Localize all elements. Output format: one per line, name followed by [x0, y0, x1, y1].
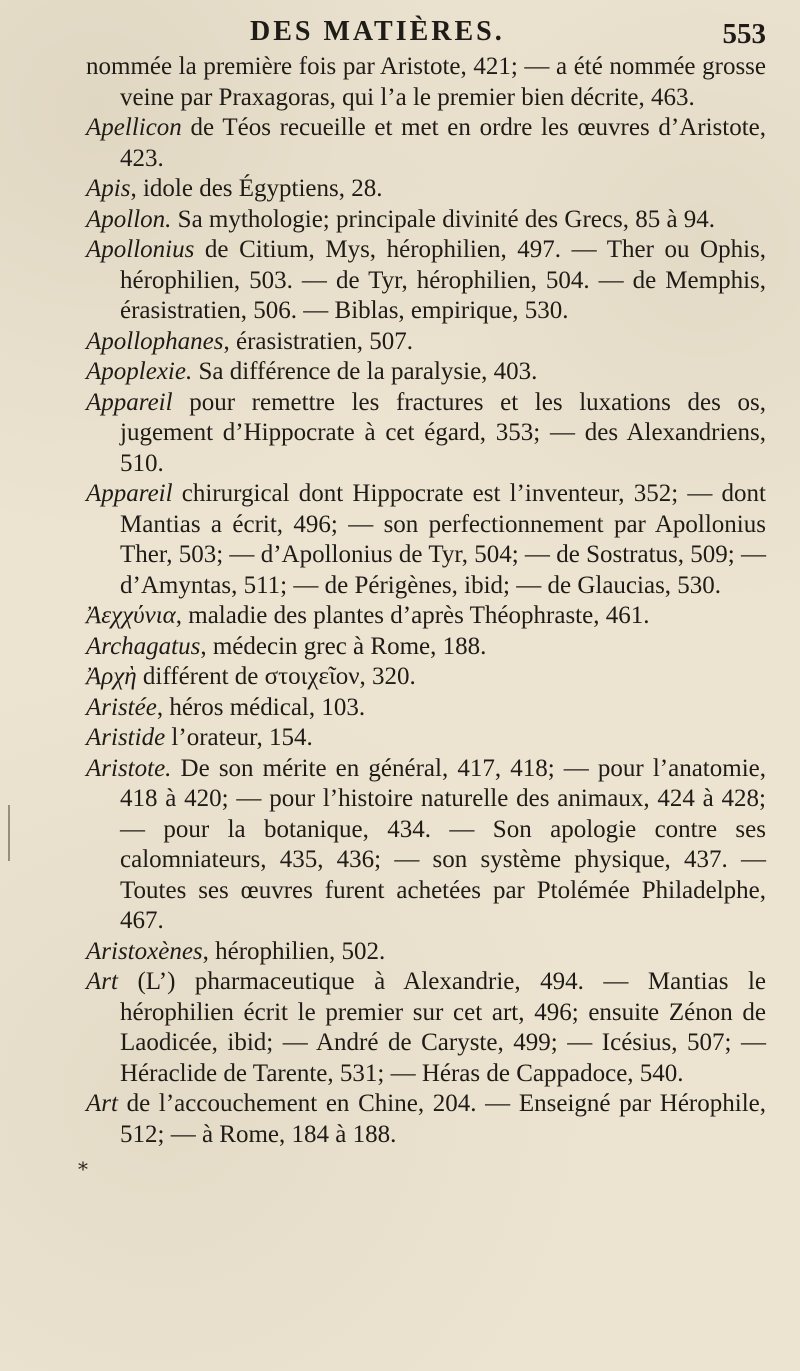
index-entry [86, 754, 766, 937]
index-entry [86, 967, 766, 1089]
entry-text: de Téos recueille et met en ordre les œuvres d’Aristote, 423. [120, 114, 766, 172]
entry-text: différent de στοιχεῖον, 320. [136, 663, 416, 690]
entry-head: Appareil [86, 480, 173, 507]
index-entry [86, 662, 766, 693]
asterisk-mark-icon: * [78, 1157, 88, 1181]
entry-text: pour remettre les fractures et les luxations des os, jugement d’Hippocrate à cet égard, 353; — des Alexandriens, 510. [120, 388, 766, 477]
entry-head: Art [86, 968, 118, 995]
running-head [0, 8, 800, 48]
index-entry [86, 113, 766, 174]
entry-text: Sa différence de la paralysie, 403. [192, 358, 538, 385]
index-entry [86, 205, 766, 236]
running-title: DES MATIÈRES. [250, 16, 505, 47]
entry-head: Appareil [86, 388, 173, 416]
index-entry [86, 174, 766, 205]
index-entry [86, 632, 766, 663]
index-entries [86, 52, 766, 1150]
entry-text: , maladie des plantes d’après Théophraste, 461. [175, 602, 650, 629]
entry-head: Aristée [86, 693, 157, 721]
index-entry [86, 723, 766, 754]
entry-text: , héros médical, 103. [156, 693, 366, 721]
index-entry [86, 52, 766, 113]
entry-head: Apollonius [86, 236, 195, 263]
entry-head: Apis [86, 175, 131, 202]
index-entry [86, 937, 766, 968]
index-entry [86, 388, 766, 480]
entry-head: Apollon. [86, 205, 172, 233]
entry-text: Sa mythologie; principale divinité des Grecs, 85 à 94. [171, 205, 716, 233]
entry-text: De son mérite en général, 417, 418; — pour l’anatomie, 418 à 420; — pour l’histoire naturelle des animaux, 424 à 428; — pour la botanique, 434. — Son apologie contre ses calomniateurs, 435, 436; — son système physique, 437. — Toutes ses œuvres furent achetées par Ptolémée Philadelphe, 467. [120, 754, 766, 934]
entry-head: Archagatus [86, 632, 201, 660]
index-entry [86, 693, 766, 724]
entry-head: Apellicon [86, 114, 182, 141]
index-entry [86, 1089, 766, 1150]
entry-head: Aristide [86, 724, 166, 751]
entry-head: Aristoxènes [86, 937, 203, 965]
index-entry [86, 327, 766, 358]
entry-head: Apollophanes [86, 327, 224, 355]
entry-text: chirurgical dont Hippocrate est l’inventeur, 352; — dont Mantias a écrit, 496; — son perfectionnement par Apollonius Ther, 503; — d’Apollonius de Tyr, 504; — de Sostratus, 509; — d’Amyntas, 511; — de Périgènes, ibid; — de Glaucias, 530. [120, 480, 766, 599]
index-entry [86, 479, 766, 601]
entry-head: Aristote. [86, 754, 172, 782]
entry-head: Ἀρχὴ [86, 663, 137, 690]
index-entry [86, 357, 766, 388]
entry-text: , hérophilien, 502. [202, 937, 386, 965]
entry-head: Apoplexie. [86, 358, 193, 385]
index-entry [86, 235, 766, 327]
entry-head: Ἀεχχύνια [86, 602, 176, 629]
entry-text: (L’) pharmaceutique à Alexandrie, 494. — Mantias le hérophilien écrit le premier sur cet art, 496; ensuite Zénon de Laodicée, ibid; — André de Caryste, 499; — Icésius, 507; — Héraclide de Tarente, 531; — Héras de Cappadoce, 540. [117, 968, 766, 1087]
entry-text: l’orateur, 154. [165, 724, 313, 751]
entry-text: de l’accouchement en Chine, 204. — Enseigné par Hérophile, 512; — à Rome, 184 à 188. [117, 1090, 766, 1148]
entry-text: , idole des Égyptiens, 28. [130, 175, 383, 202]
index-entry [86, 601, 766, 632]
entry-text: de Citium, Mys, hérophilien, 497. — Ther ou Ophis, hérophilien, 503. — de Tyr, hérophilien, 504. — de Memphis, érasistratien, 506. — Biblas, empirique, 530. [120, 236, 766, 324]
page-number: 553 [722, 18, 766, 50]
left-edge-mark [8, 805, 10, 861]
entry-head: Art [86, 1090, 118, 1117]
entry-text: , médecin grec à Rome, 188. [200, 632, 487, 660]
entry-text: , érasistratien, 507. [223, 327, 414, 355]
entry-text: nommée la première fois par Aristote, 421; — a été nommée grosse veine par Praxagoras, qui l’a le premier bien décrite, 463. [86, 53, 766, 111]
